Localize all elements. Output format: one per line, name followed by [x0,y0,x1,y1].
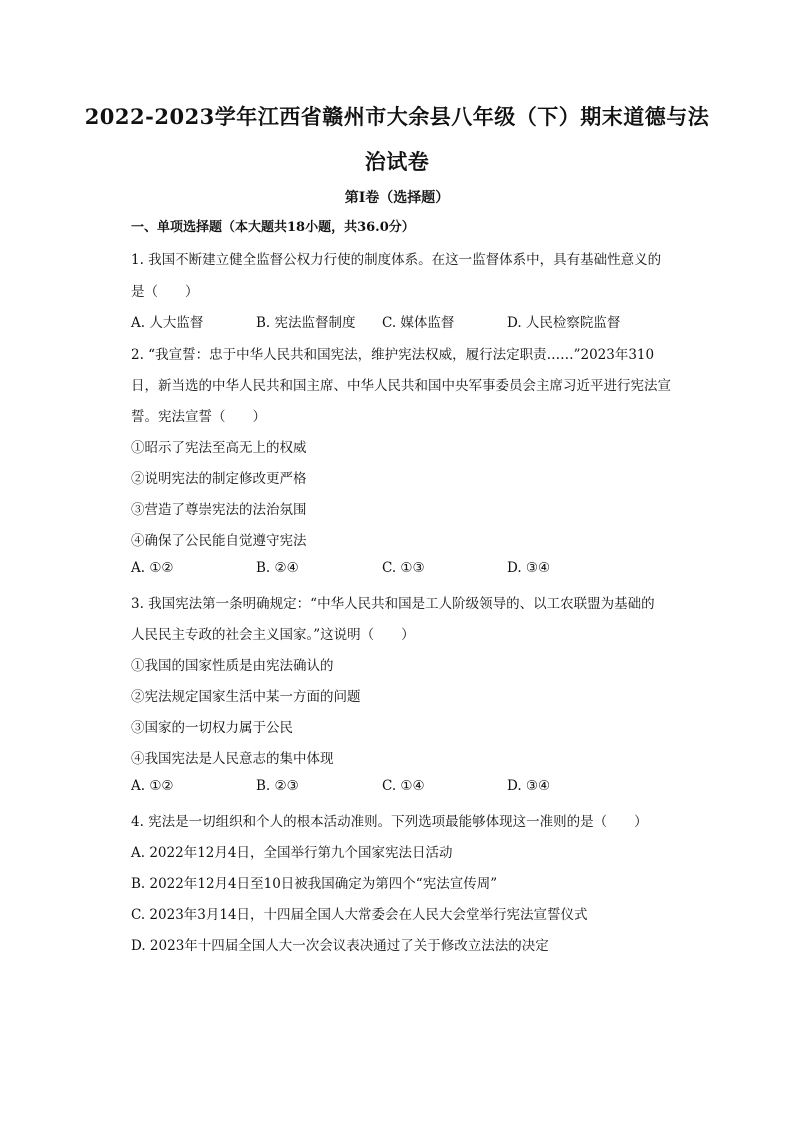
q3-statement-2: ②宪法规定国家生活中某一方面的问题 [131,689,361,705]
q1-option-b: B. 宪法监督制度 [256,315,356,331]
q3-option-c: C. ①④ [382,778,425,794]
q1-option-a: A. 人大监督 [131,315,204,331]
q3-option-d: D. ③④ [507,778,551,794]
q2-stem-line2: 日，新当选的中华人民共和国主席、中华人民共和国中央军事委员会主席习近平进行宪法宣 [131,378,671,394]
q3-statement-4: ④我国宪法是人民意志的集中体现 [131,751,334,767]
exam-title-line1: 2022-2023学年江西省赣州市大余县八年级（下）期末道德与法 [84,104,710,129]
q2-statement-2: ②说明宪法的制定修改更严格 [131,471,307,487]
q1-option-d: D. 人民检察院监督 [507,315,621,331]
q4-option-b: B. 2022年12月4日至10日被我国确定为第四个“宪法宣传周” [131,876,498,892]
q2-option-a: A. ①② [131,560,174,576]
q2-stem-line1: 2. “我宣誓：忠于中华人民共和国宪法，维护宪法权威，履行法定职责……”2023年310 [131,347,655,363]
q3-stem-line1: 3. 我国宪法第一条明确规定：“中华人民共和国是工人阶级领导的、以工农联盟为基础的 [131,596,655,612]
q1-option-c: C. 媒体监督 [382,315,455,331]
q2-stem-line3: 誓。宪法宣誓（ ） [131,409,266,425]
q2-statement-1: ①昭示了宪法至高无上的权威 [131,440,307,456]
q3-statement-3: ③国家的一切权力属于公民 [131,720,293,736]
q2-statement-4: ④确保了公民能自觉遵守宪法 [131,533,307,549]
q3-stem-line2: 人民民主专政的社会主义国家。”这说明（ ） [131,627,415,643]
q3-option-a: A. ①② [131,778,174,794]
q4-option-c: C. 2023年3月14日，十四届全国人大常委会在人民大会堂举行宪法宣誓仪式 [131,907,588,923]
q3-option-b: B. ②③ [256,778,299,794]
q3-statement-1: ①我国的国家性质是由宪法确认的 [131,658,334,674]
q2-option-c: C. ①③ [382,560,425,576]
q2-option-d: D. ③④ [507,560,551,576]
section-heading: 一、单项选择题（本大题共18小题，共36.0分） [131,220,415,235]
q4-option-a: A. 2022年12月4日，全国举行第九个国家宪法日活动 [131,845,453,861]
q2-statement-3: ③营造了尊崇宪法的法治氛围 [131,502,307,518]
q2-option-b: B. ②④ [256,560,299,576]
exam-title-line2: 治试卷 [364,149,430,174]
q1-stem-line2: 是（ ） [131,284,199,300]
q4-option-d: D. 2023年十四届全国人大一次会议表决通过了关于修改立法法的决定 [131,938,549,954]
part-heading: 第Ⅰ卷（选择题） [344,190,450,206]
q4-stem-line1: 4. 宪法是一切组织和个人的根本活动准则。下列选项最能够体现这一准则的是（ ） [131,814,648,830]
q1-stem-line1: 1. 我国不断建立健全监督公权力行使的制度体系。在这一监督体系中，具有基础性意义的 [131,252,662,268]
